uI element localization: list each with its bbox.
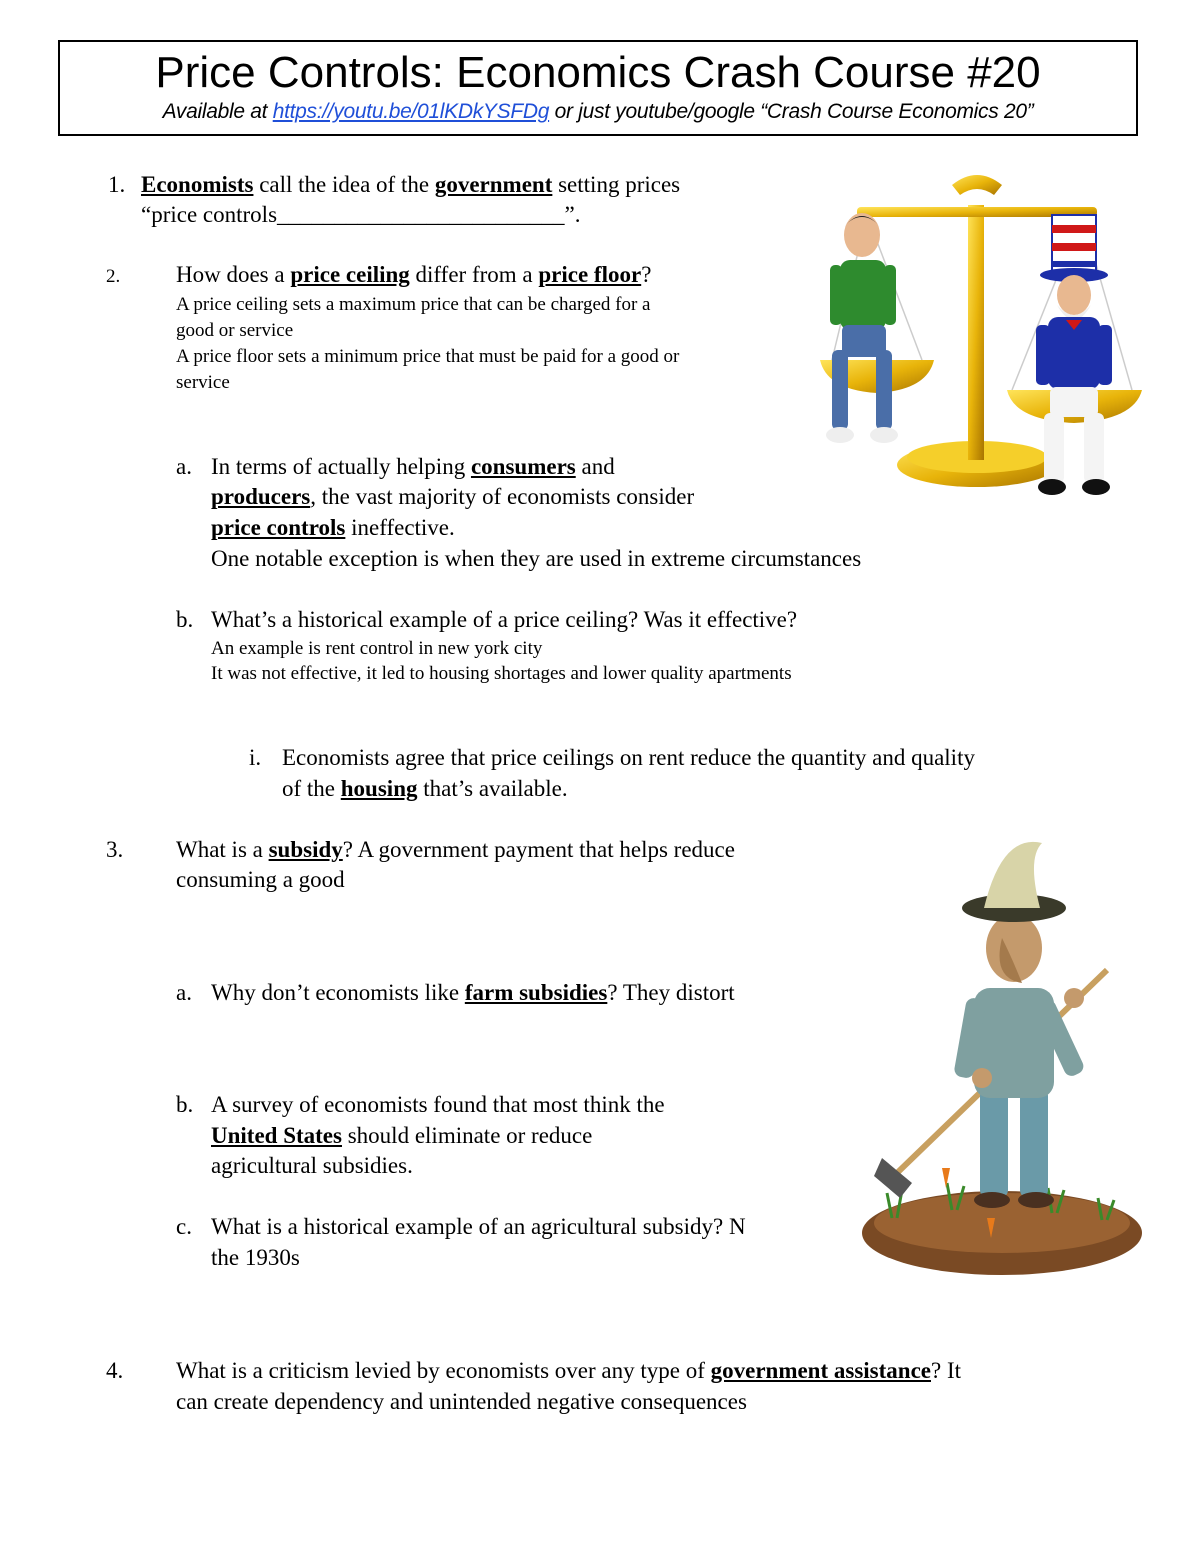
inline-text: and (575, 454, 615, 479)
q1-line1 (141, 172, 680, 198)
inline-text: ? It (931, 1358, 962, 1383)
scale-pole (968, 205, 984, 460)
q3b-line2 (211, 1123, 592, 1149)
q1-number: 1. (108, 172, 126, 197)
scale-balance-illustration (812, 165, 1147, 510)
inline-text: of the (282, 776, 341, 801)
keyword-text: price floor (538, 262, 642, 287)
q2-answer-line2: good or service (176, 320, 294, 341)
q2bi-line2 (282, 776, 568, 802)
scale-crown (952, 175, 1002, 195)
keyword-text: price ceiling (290, 262, 410, 287)
farmer-hoe-illustration (852, 838, 1142, 1280)
q3a-question (211, 980, 735, 1006)
q2-question (176, 262, 651, 288)
inline-text: What is a criticism levied by economists over any type of (176, 1358, 711, 1383)
inline-text: What is a (176, 837, 269, 862)
inline-text: Why don’t economists like (211, 980, 465, 1005)
inline-text: that’s available. (417, 776, 568, 801)
inline-text: call the idea of the (253, 172, 435, 197)
q2b-question: What’s a historical example of a price ceiling? Was it effective? (211, 607, 798, 632)
keyword-text: farm subsidies (464, 980, 608, 1005)
page-title: Price Controls: Economics Crash Course #20 (155, 48, 1041, 97)
keyword-text: government (434, 172, 553, 197)
inline-text: , the vast majority of economists consider (310, 484, 695, 509)
keyword-text: government assistance (710, 1358, 931, 1383)
q4-line2: can create dependency and unintended negative consequences (176, 1389, 747, 1414)
q1-line2: “price controls_________________________”. (141, 202, 581, 227)
inline-text: differ from a (409, 262, 539, 287)
q2a-line4: One notable exception is when they are used in extreme circumstances (211, 546, 862, 571)
farmer-hat (984, 842, 1042, 908)
inline-text: ? (641, 262, 652, 287)
inline-text: Available at (162, 100, 273, 123)
q2b-answer-line2: It was not effective, it led to housing shortages and lower quality apartments (211, 663, 792, 684)
keyword-text: housing (340, 776, 418, 801)
farmer-leg-right (1020, 1088, 1048, 1198)
q3b-letter: b. (176, 1092, 194, 1117)
q3c-letter: c. (176, 1214, 192, 1239)
q2a-letter: a. (176, 454, 192, 479)
q3c-line2: the 1930s (211, 1245, 300, 1270)
keyword-text: United States (211, 1123, 342, 1148)
farmer-leg-left (980, 1088, 1008, 1198)
q2b-answer-line1: An example is rent control in new york city (211, 638, 543, 659)
keyword-text: consumers (470, 454, 576, 479)
keyword-text: price controls (211, 515, 346, 540)
q2-answer-line1: A price ceiling sets a maximum price that can be charged for a (176, 294, 651, 315)
header-box (58, 40, 1138, 136)
keyword-text: Economists (141, 172, 254, 197)
q2b-letter: b. (176, 607, 194, 632)
inline-text: ineffective. (345, 515, 455, 540)
q2a-line2 (211, 484, 694, 510)
q2-answer-line4: service (176, 372, 230, 393)
q3a-letter: a. (176, 980, 192, 1005)
q4-line1 (176, 1358, 961, 1384)
man-figure (826, 213, 898, 443)
inline-text: should eliminate or reduce (341, 1123, 593, 1148)
uncle-sam-figure (1036, 215, 1112, 495)
q2bi-number: i. (249, 745, 262, 770)
q2bi-line1: Economists agree that price ceilings on rent reduce the quantity and quality (282, 745, 975, 770)
q3c-line1: What is a historical example of an agricultural subsidy? N (211, 1214, 746, 1239)
q3-line2: consuming a good (176, 867, 345, 892)
video-link[interactable]: https://youtu.be/01lKDkYSFDg (272, 100, 550, 123)
q3-line1 (176, 837, 735, 863)
inline-text: ? A government payment that helps reduce (342, 837, 735, 862)
inline-text: In terms of actually helping (211, 454, 471, 479)
q3b-line1: A survey of economists found that most think the (211, 1092, 665, 1117)
q3b-line3: agricultural subsidies. (211, 1153, 413, 1178)
inline-text: or just youtube/google “Crash Course Economics 20” (549, 100, 1034, 123)
q2a-line1 (211, 454, 615, 480)
q3-number: 3. (106, 837, 124, 862)
page-subtitle (60, 100, 1136, 124)
q2-number: 2. (106, 266, 121, 287)
keyword-text: subsidy (268, 837, 343, 862)
keyword-text: producers (211, 484, 311, 509)
q2a-line3 (211, 515, 455, 541)
q2-answer-line3: A price floor sets a minimum price that must be paid for a good or (176, 346, 680, 367)
inline-text: setting prices (552, 172, 681, 197)
inline-text: How does a (176, 262, 291, 287)
inline-text: ? They distort (607, 980, 735, 1005)
q4-number: 4. (106, 1358, 124, 1383)
